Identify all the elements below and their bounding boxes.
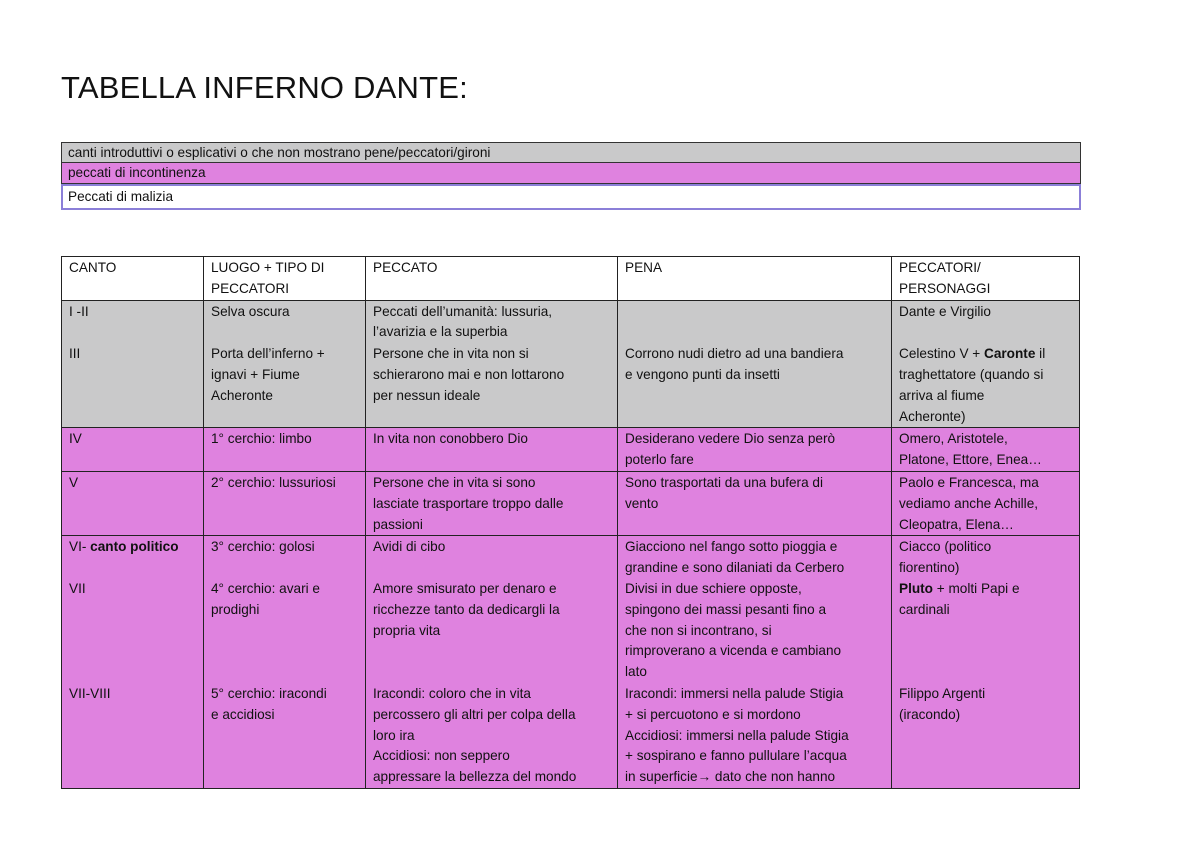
cell-line: che non si incontrano, si xyxy=(625,622,772,638)
cell-line: Cleopatra, Elena… xyxy=(899,516,1014,532)
cell-luogo xyxy=(204,536,366,683)
cell-line: prodighi xyxy=(211,601,260,617)
cell-line: Persone che in vita non si xyxy=(373,346,529,362)
cell-line: appressare la bellezza del mondo xyxy=(373,769,577,785)
cell-line: Corrono nudi dietro ad una bandiera xyxy=(625,346,844,362)
header-luogo xyxy=(204,257,366,301)
cell-line: traghettatore (quando si xyxy=(899,366,1044,382)
cell-canto xyxy=(62,471,204,535)
cell-line: 3° cerchio: golosi xyxy=(211,539,315,555)
page-title: TABELLA INFERNO DANTE: xyxy=(61,70,468,105)
cell-line: lasciate trasportare troppo dalle xyxy=(373,495,564,511)
cell-pena xyxy=(618,428,892,472)
cell-line: e accidiosi xyxy=(211,706,275,722)
cell-line: schierarono mai e non lottarono xyxy=(373,366,565,382)
table-row xyxy=(62,536,1080,683)
cell-canto xyxy=(62,300,204,343)
cell-personaggi xyxy=(892,536,1080,683)
cell-line xyxy=(69,558,203,579)
cell-line: Porta dell’inferno + xyxy=(211,346,325,362)
cell-line: III xyxy=(69,346,81,362)
cell-personaggi xyxy=(892,300,1080,343)
cell-line: Acheronte) xyxy=(899,408,966,424)
cell-line: arriva al fiume xyxy=(899,387,985,403)
table-row xyxy=(62,300,1080,343)
cell-pena xyxy=(618,300,892,343)
cell-luogo xyxy=(204,428,366,472)
cell-line: Accidiosi: immersi nella palude Stigia xyxy=(625,727,849,743)
inferno-table xyxy=(61,256,1080,789)
cell-line: spingono dei massi pesanti fino a xyxy=(625,601,827,617)
cell-line: Accidiosi: non seppero xyxy=(373,748,510,764)
legend-malice: Peccati di malizia xyxy=(61,184,1081,210)
cell-line: Sono trasportati da una bufera di xyxy=(625,474,823,490)
table-row xyxy=(62,471,1080,535)
cell-line: ignavi + Fiume xyxy=(211,366,300,382)
cell-peccato xyxy=(366,300,618,343)
cell-luogo xyxy=(204,471,366,535)
cell-line: percossero gli altri per colpa della xyxy=(373,706,576,722)
cell-luogo xyxy=(204,300,366,343)
cell-line: Acheronte xyxy=(211,387,273,403)
cell-line: VI- canto politico xyxy=(69,539,179,555)
cell-line: passioni xyxy=(373,516,423,532)
cell-peccato xyxy=(366,536,618,683)
cell-personaggi xyxy=(892,683,1080,788)
cell-line: Giacciono nel fango sotto pioggia e xyxy=(625,539,838,555)
cell-line: Selva oscura xyxy=(211,303,290,319)
cell-pena xyxy=(618,343,892,428)
cell-line: Paolo e Francesca, ma xyxy=(899,474,1039,490)
cell-line: loro ira xyxy=(373,727,415,743)
cell-line: LUOGO + TIPO DI xyxy=(211,260,325,275)
cell-line: Ciacco (politico xyxy=(899,539,992,555)
cell-line: IV xyxy=(69,431,82,447)
cell-line: CANTO xyxy=(69,260,117,275)
cell-line: in superficie→ dato che non hanno xyxy=(625,769,836,785)
cell-personaggi xyxy=(892,471,1080,535)
legend-incontinence: peccati di incontinenza xyxy=(61,163,1081,184)
cell-line: vento xyxy=(625,495,659,511)
cell-line: Avidi di cibo xyxy=(373,539,446,555)
cell-line: lato xyxy=(625,664,647,680)
cell-luogo xyxy=(204,683,366,788)
cell-line: Filippo Argenti xyxy=(899,685,986,701)
cell-line: Amore smisurato per denaro e xyxy=(373,580,557,596)
cell-line: Desiderano vedere Dio senza però xyxy=(625,431,836,447)
cell-line: l’avarizia e la superbia xyxy=(373,324,508,340)
cell-personaggi xyxy=(892,428,1080,472)
cell-pena xyxy=(618,471,892,535)
cell-line: 4° cerchio: avari e xyxy=(211,580,320,596)
cell-peccato xyxy=(366,343,618,428)
legend-introductory: canti introduttivi o esplicativi o che non mostrano pene/peccatori/gironi xyxy=(61,142,1081,163)
cell-line: fiorentino) xyxy=(899,560,960,576)
cell-line: + si percuotono e si mordono xyxy=(625,706,801,722)
cell-line: vediamo anche Achille, xyxy=(899,495,1039,511)
cell-line: VII xyxy=(69,580,86,596)
table-header-row xyxy=(62,257,1080,301)
cell-line: propria vita xyxy=(373,622,441,638)
cell-line xyxy=(373,558,617,579)
cell-line: per nessun ideale xyxy=(373,387,481,403)
cell-line: poterlo fare xyxy=(625,452,694,468)
table-row xyxy=(62,683,1080,788)
cell-line: Persone che in vita si sono xyxy=(373,474,536,490)
cell-peccato xyxy=(366,683,618,788)
cell-line: grandine e sono dilaniati da Cerbero xyxy=(625,560,845,576)
cell-line: I -II xyxy=(69,303,89,319)
cell-canto xyxy=(62,428,204,472)
cell-line: Iracondi: coloro che in vita xyxy=(373,685,531,701)
cell-peccato xyxy=(366,428,618,472)
cell-line: Divisi in due schiere opposte, xyxy=(625,580,802,596)
cell-line xyxy=(211,558,365,579)
cell-peccato xyxy=(366,471,618,535)
cell-canto xyxy=(62,343,204,428)
cell-line: V xyxy=(69,474,79,490)
color-legend xyxy=(61,142,1081,210)
header-canto xyxy=(62,257,204,301)
cell-line: PENA xyxy=(625,260,663,275)
cell-line: 1° cerchio: limbo xyxy=(211,431,312,447)
header-peccato xyxy=(366,257,618,301)
cell-line: Celestino V + Caronte il xyxy=(899,346,1046,362)
table-row xyxy=(62,428,1080,472)
cell-line: PERSONAGGI xyxy=(899,280,991,296)
cell-line: ricchezze tanto da dedicargli la xyxy=(373,601,560,617)
cell-pena xyxy=(618,536,892,683)
cell-line: PECCATORI xyxy=(211,280,290,296)
cell-line: (iracondo) xyxy=(899,706,961,722)
header-pena xyxy=(618,257,892,301)
cell-line: Platone, Ettore, Enea… xyxy=(899,452,1042,468)
cell-line: Peccati dell’umanità: lussuria, xyxy=(373,303,553,319)
cell-line: PECCATORI/ xyxy=(899,260,981,275)
cell-luogo xyxy=(204,343,366,428)
cell-pena xyxy=(618,683,892,788)
cell-line: Pluto + molti Papi e xyxy=(899,580,1020,596)
cell-line: rimproverano a vicenda e cambiano xyxy=(625,643,842,659)
cell-canto xyxy=(62,683,204,788)
cell-line: cardinali xyxy=(899,601,950,617)
cell-line: 2° cerchio: lussuriosi xyxy=(211,474,336,490)
cell-line: 5° cerchio: iracondi xyxy=(211,685,327,701)
cell-personaggi xyxy=(892,343,1080,428)
cell-line: PECCATO xyxy=(373,260,438,275)
cell-line: Iracondi: immersi nella palude Stigia xyxy=(625,685,844,701)
cell-canto xyxy=(62,536,204,683)
table-row xyxy=(62,343,1080,428)
cell-line: Omero, Aristotele, xyxy=(899,431,1008,447)
cell-line: e vengono punti da insetti xyxy=(625,366,780,382)
header-personaggi xyxy=(892,257,1080,301)
cell-line: + sospirano e fanno pullulare l’acqua xyxy=(625,748,847,764)
cell-line: VII-VIII xyxy=(69,685,111,701)
cell-line: Dante e Virgilio xyxy=(899,303,991,319)
cell-line: In vita non conobbero Dio xyxy=(373,431,528,447)
